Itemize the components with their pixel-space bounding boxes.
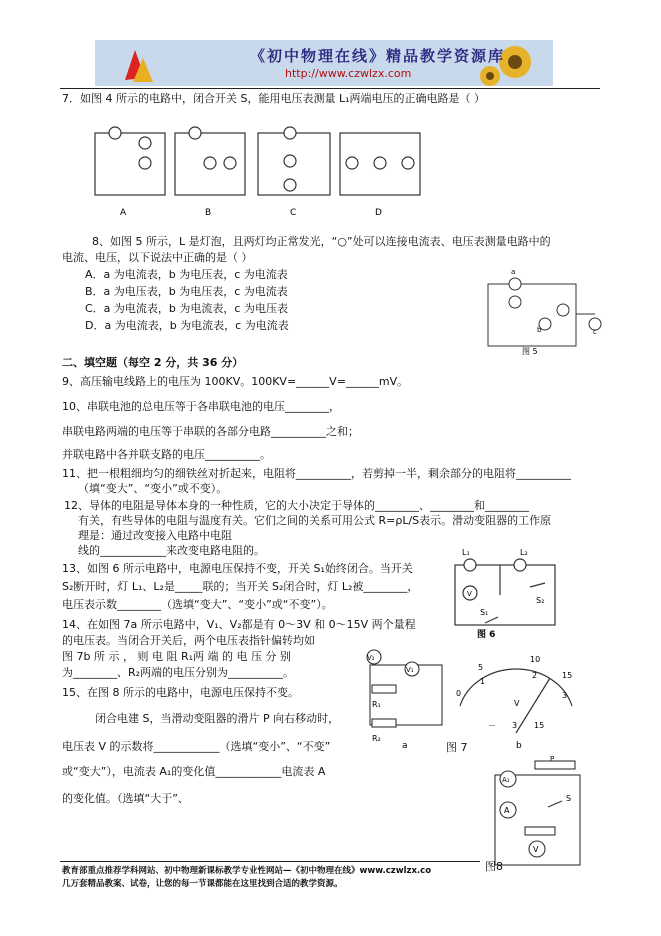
q14-line2: 的电压表。当闭合开关后，两个电压表指针偏转均如 — [62, 634, 315, 647]
svg-text:c: c — [593, 328, 597, 336]
q13-line1: 13、如图 6 所示电路中，电源电压保持不变，开关 S₁始终闭合。当开关 — [62, 562, 413, 575]
fig7a-r1: R₁ — [372, 700, 381, 709]
footer-rule — [60, 861, 480, 862]
footer-line1: 教育部重点推荐学科网站、初中物理新课标教学专业性网站—《初中物理在线》www.czwlzx.co — [62, 866, 432, 876]
q12-line3: 理是：通过改变接入电路中电阻 — [78, 529, 232, 542]
fig8-s: S — [566, 794, 572, 803]
q11-line2: （填“变大”、“变小”或不变）。 — [78, 482, 228, 495]
fig8-a1: A₁ — [502, 776, 510, 784]
q11-line1: 11、把一根粗细均匀的细铁丝对折起来，电阻将__________，若剪掉一半，剩余部分的电阻将__________ — [62, 467, 571, 480]
q10-line2: 串联电路两端的电压等于串联的各部分电路__________之和； — [62, 425, 359, 438]
q10-line1: 10、串联电池的总电压等于各串联电池的电压________， — [62, 400, 340, 413]
q8-line2: 电流、电压，以下说法中正确的是（ ） — [62, 251, 253, 264]
q15-line4: 或“变大”），电流表 A₁的变化值____________电流表 A — [62, 765, 326, 778]
gauge-term-neg: － — [488, 721, 496, 730]
q12-line4: 线的____________来改变电路电阻的。 — [78, 544, 265, 557]
q14-line4: 为________、R₂两端的电压分别为__________。 — [62, 666, 295, 679]
fig8-p: P — [550, 755, 555, 763]
q7-circuits — [90, 125, 450, 225]
q13-line2: S₂断开时，灯 L₁、L₂是_____联的；当开关 S₂闭合时，灯 L₂被________， — [62, 580, 419, 593]
gauge-0: 0 — [456, 689, 462, 698]
fig7-caption: 图 7 — [446, 741, 468, 754]
q12-line2: 有关，有些导体的电阻与温度有关。它们之间的关系可用公式 R=ρL/S表示。滑动变阻器的工作原 — [78, 514, 552, 527]
fig7a-v1: V₁ — [406, 666, 414, 674]
fig7a-label: a — [402, 741, 408, 750]
q8-choice-c: C．a 为电流表，b 为电流表，c 为电压表 — [85, 302, 288, 315]
q14-line1: 14、在如图 7a 所示电路中，V₁、V₂都是有 0～3V 和 0～15V 两个量程 — [62, 618, 416, 631]
section2-heading: 二、填空题（每空 2 分，共 36 分） — [62, 356, 244, 369]
q15-line3: 电压表 V 的示数将____________（选填“变小”、“不变” — [62, 740, 331, 753]
q7-option-b: B — [205, 208, 212, 218]
q15-line1: 15、在图 8 所示的电路中，电源电压保持不变。 — [62, 686, 299, 699]
gauge-1: 1 — [480, 677, 486, 686]
fig6-v: V — [467, 590, 472, 598]
fig5-circuit — [485, 262, 605, 357]
gauge-term-15: 15 — [534, 721, 545, 730]
gauge-5: 5 — [478, 663, 484, 672]
fig6-s1: S₁ — [480, 608, 489, 617]
header-banner — [95, 40, 553, 86]
gauge-10: 10 — [530, 655, 541, 664]
q8-line1: 8、如图 5 所示，L 是灯泡，且两灯均正常发光，“○”处可以连接电流表、电压表测量电路中的 — [92, 235, 551, 248]
fig6-l2: L₂ — [520, 548, 528, 557]
fig7a-circuit — [362, 645, 452, 750]
gauge-15: 15 — [562, 671, 573, 680]
q9-text: 9、高压输电线路上的电压为 100KV。100KV=______V=______mV。 — [62, 375, 409, 388]
q8-choice-a: A．a 为电流表，b 为电压表，c 为电流表 — [85, 268, 288, 281]
gauge-2: 2 — [532, 671, 538, 680]
fig8-a: A — [504, 806, 510, 815]
q7-text: 7．如图 4 所示的电路中，闭合开关 S，能用电压表测量 L₁两端电压的正确电路是（ ） — [62, 92, 485, 105]
fig8-caption: 图8 — [485, 860, 503, 873]
q10-line3: 并联电路中各并联支路的电压__________。 — [62, 448, 271, 461]
fig6-caption: 图 6 — [477, 630, 496, 640]
fig7a-r2: R₂ — [372, 734, 381, 743]
fig8-v: V — [533, 845, 539, 854]
gauge-3: 3 — [562, 691, 568, 700]
svg-text:b: b — [537, 326, 542, 334]
q15-line2: 闭合电建 S，当滑动变阻器的滑片 P 向右移动时， — [95, 712, 340, 725]
fig8-circuit — [490, 755, 590, 875]
banner-url[interactable]: http://www.czwlzx.com — [285, 67, 412, 80]
fig5-caption: 图 5 — [522, 347, 538, 356]
q14-line3: 图 7b 所 示 ， 则 电 阻 R₁两 端 的 电 压 分 别 — [62, 650, 291, 663]
header-rule — [60, 88, 600, 89]
fig7b-label: b — [516, 741, 522, 751]
fig6-circuit — [440, 545, 560, 640]
q13-line3: 电压表示数________（选填“变大”、“变小”或“不变”）。 — [62, 598, 333, 611]
q8-choice-d: D．a 为电流表，b 为电流表，c 为电流表 — [85, 319, 289, 332]
fig6-l1: L₁ — [462, 548, 470, 557]
q7-option-d: D — [375, 208, 382, 218]
q7-option-c: C — [290, 208, 297, 218]
q12-line1: 12、导体的电阻是导体本身的一种性质，它的大小决定于导体的________、________和________ — [64, 499, 529, 512]
fig6-s2: S₂ — [536, 596, 545, 605]
fig7a-v2: V₂ — [367, 654, 375, 662]
q7-option-a: A — [120, 208, 127, 218]
q8-choice-b: B．a 为电压表，b 为电压表，c 为电流表 — [85, 285, 288, 298]
fig7b-voltmeter — [450, 648, 580, 753]
gauge-unit: V — [514, 699, 520, 708]
q15-line5: 的变化值。（选填“大于”、 — [62, 792, 189, 805]
banner-title: 《初中物理在线》精品教学资源库 — [250, 47, 506, 65]
gauge-term-3: 3 — [512, 721, 518, 730]
svg-text:a: a — [511, 268, 516, 276]
footer-line2: 几万套精品教案、试卷，让您的每一节课都能在这里找到合适的教学资源。 — [62, 879, 343, 889]
